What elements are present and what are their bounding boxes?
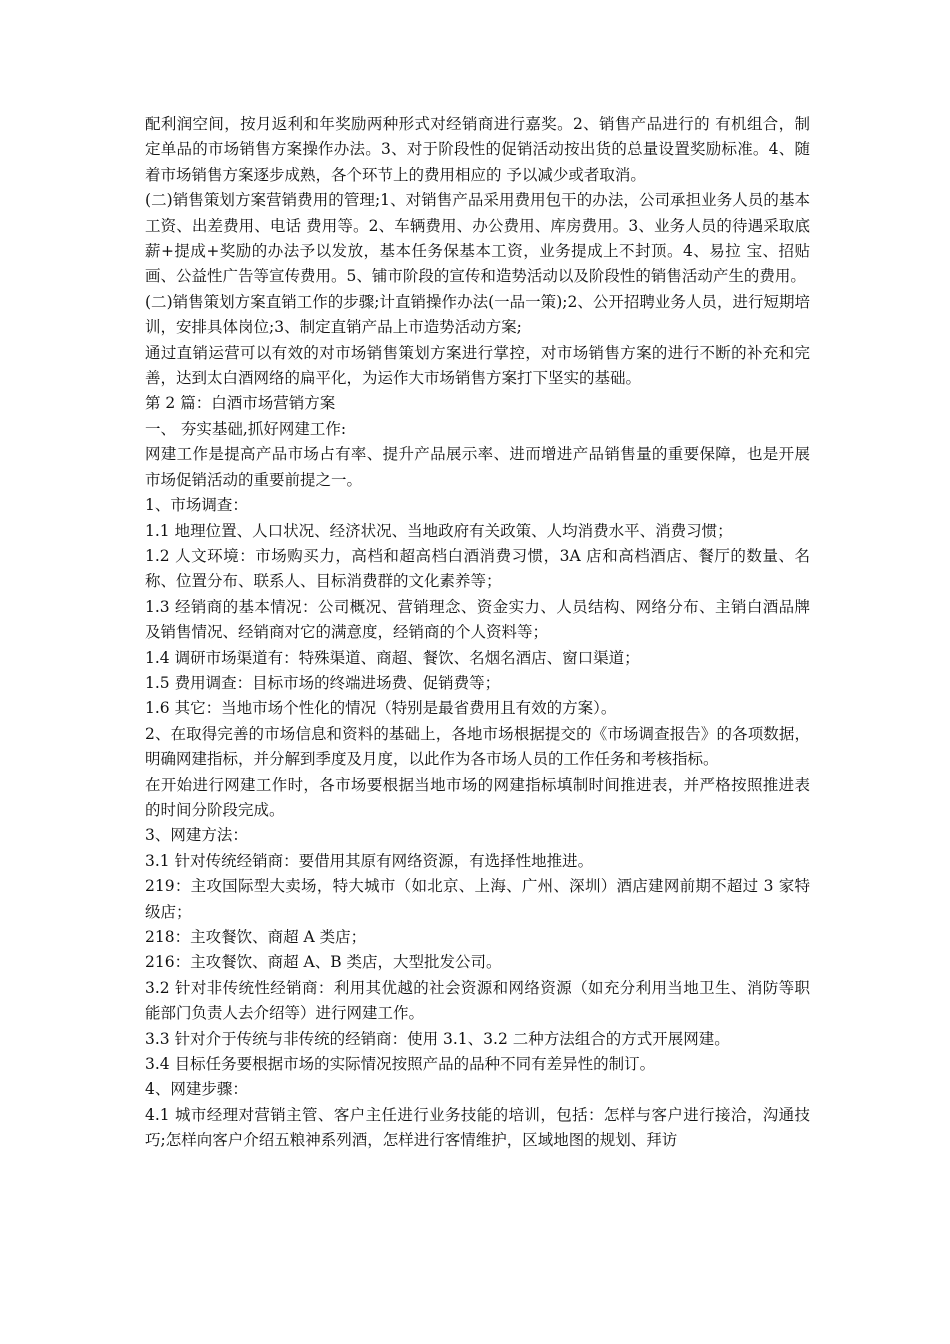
document-body (145, 112, 810, 1154)
paragraph: 2、在取得完善的市场信息和资料的基础上，各地市场根据提交的《市场调查报告》的各项数据，明确网建指标，并分解到季度及月度，以此作为各市场人员的工作任务和考核指标。 (145, 724, 810, 769)
list-item: 1.4 调研市场渠道有：特殊渠道、商超、餐饮、名烟名酒店、窗口渠道； (145, 648, 640, 667)
list-heading: 4、网建步骤： (145, 1080, 248, 1099)
list-item: 1.5 费用调查：目标市场的终端进场费、促销费等； (145, 673, 501, 692)
list-item: 1.3 经销商的基本情况：公司概况、营销理念、资金实力、人员结构、网络分布、主销白酒品牌及销售情况、经销商对它的满意度，经销商的个人资料等； (145, 597, 810, 642)
subsection-heading: 一、 夯实基础,抓好网建工作: (145, 419, 347, 438)
paragraph: 通过直销运营可以有效的对市场销售策划方案进行掌控，对市场销售方案的进行不断的补充和完善，达到太白酒网络的扁平化，为运作大市场销售方案打下坚实的基础。 (145, 343, 810, 388)
list-item: 219：主攻国际型大卖场，特大城市（如北京、上海、广州、深圳）酒店建网前期不超过 3 家特级店； (145, 877, 810, 921)
section-heading: 第 2 篇：白酒市场营销方案 (145, 394, 336, 413)
paragraph: (二)销售策划方案营销费用的管理;1、对销售产品采用费用包干的办法，公司承担业务人员的基本工资、出差费用、电话 费用等。2、车辆费用、办公费用、库房费用。3、业务人员的待遇采取底薪+提成+奖励的办法予以发放，基本任务保基本工资，业务提成上不封顶。4、易拉 宝、招贴画、公益性广告等宣传费用。5、铺市阶段的宣传和造势活动以及阶段性的销售活动产生的费用。 (145, 191, 810, 286)
paragraph: (二)销售策划方案直销工作的步骤;计直销操作办法(一品一策);2、公开招聘业务人员，进行短期培训，安排具体岗位;3、制定直销产品上市造势活动方案; (145, 292, 810, 337)
list-item: 3.1 针对传统经销商：要借用其原有网络资源，有选择性地推进。 (145, 851, 594, 870)
list-item: 218：主攻餐饮、商超 A 类店； (145, 928, 367, 946)
list-item: 4.1 城市经理对营销主管、客户主任进行业务技能的培训，包括：怎样与客户进行接洽，沟通技巧;怎样向客户介绍五粮神系列酒，怎样进行客情维护，区域地图的规划、拜访 (145, 1105, 810, 1150)
list-heading: 1、市场调查： (145, 496, 248, 515)
list-item: 1.6 其它：当地市场个性化的情况（特别是最省费用且有效的方案）。 (145, 699, 617, 718)
list-item: 3.3 针对介于传统与非传统的经销商：使用 3.1、3.2 二种方法组合的方式开展网建。 (145, 1029, 730, 1048)
list-heading: 3、网建方法： (145, 826, 248, 845)
list-item: 3.2 针对非传统性经销商：利用其优越的社会资源和网络资源（如充分利用当地卫生、消防等职能部门负责人去介绍等）进行网建工作。 (145, 978, 810, 1023)
list-item: 3.4 目标任务要根据市场的实际情况按照产品的品种不同有差异性的制订。 (145, 1055, 656, 1074)
list-item: 1.1 地理位置、人口状况、经济状况、当地政府有关政策、人均消费水平、消费习惯； (145, 521, 733, 540)
paragraph: 在开始进行网建工作时，各市场要根据当地市场的网建指标填制时间推进表，并严格按照推进表的时间分阶段完成。 (145, 775, 810, 819)
paragraph: 网建工作是提高产品市场占有率、提升产品展示率、进而增进产品销售量的重要保障，也是开展市场促销活动的重要前提之一。 (145, 445, 810, 489)
list-item: 216：主攻餐饮、商超 A、B 类店，大型批发公司。 (145, 953, 502, 972)
paragraph: 配利润空间，按月返利和年奖励两种形式对经销商进行嘉奖。2、销售产品进行的 有机组合，制定单品的市场销售方案操作办法。3、对于阶段性的促销活动按出货的总量设置奖励标准。4、随着市场销售方案逐步成熟，各个环节上的费用相应的 予以减少或者取消。 (145, 115, 810, 184)
list-item: 1.2 人文环境：市场购买力，高档和超高档白酒消费习惯，3A 店和高档酒店、餐厅的数量、名称、位置分布、联系人、目标消费群的文化素养等； (145, 546, 810, 591)
